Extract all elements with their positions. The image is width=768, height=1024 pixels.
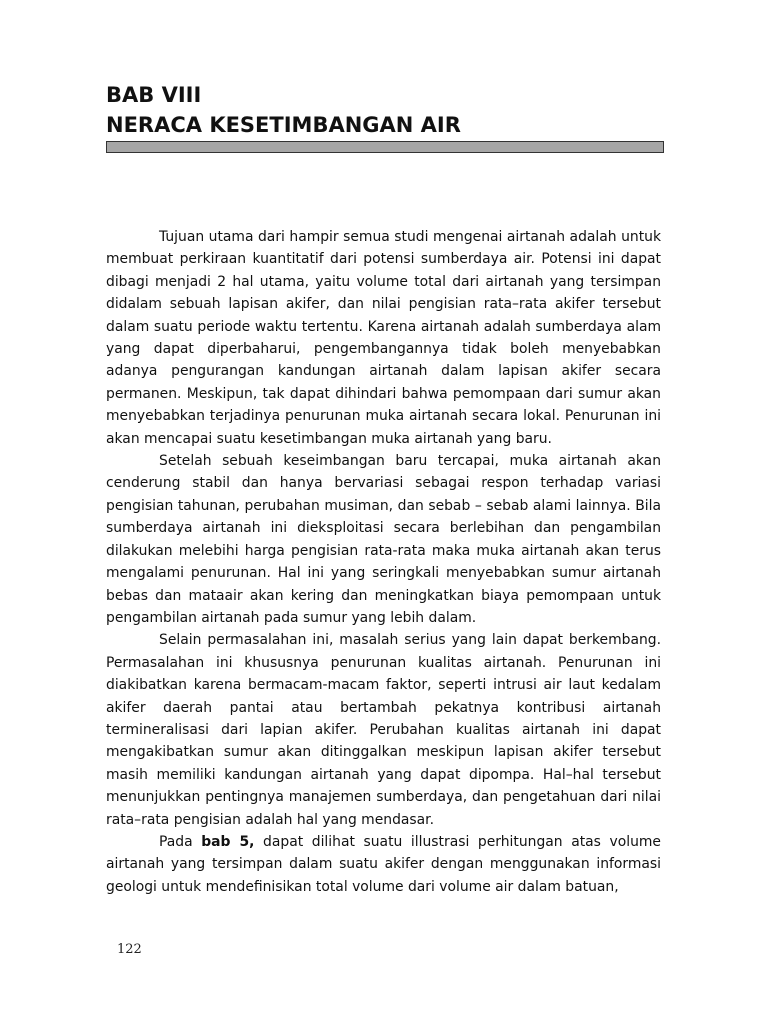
body-text: [106, 226, 661, 898]
heading-rule: [106, 141, 664, 153]
paragraph-4: [106, 831, 661, 898]
paragraph-4-lead: Pada: [159, 833, 202, 850]
paragraph-1: Tujuan utama dari hampir semua studi mengenai airtanah adalah untuk membuat perkiraan kuantitatif dari potensi sumberdaya air. Potensi ini dapat dibagi menjadi 2 hal utama, yaitu volume total dari airtanah yang tersimpan didalam sebuah lapisan akifer, dan nilai pengisian rata–rata akifer tersebut dalam suatu periode waktu tertentu. Karena airtanah adalah sumberdaya alam yang dapat diperbaharui, pengembangannya tidak boleh menyebabkan adanya pengurangan kandungan airtanah dalam lapisan akifer secara permanen. Meskipun, tak dapat dihindari bahwa pemompaan dari sumur akan menyebabkan terjadinya penurunan muka airtanah secara lokal. Penurunan ini akan mencapai suatu kesetimbangan muka airtanah yang baru.: [106, 229, 661, 447]
chapter-title: NERACA KESETIMBANGAN AIR: [106, 113, 461, 137]
paragraph-3: Selain permasalahan ini, masalah serius yang lain dapat berkembang. Permasalahan ini khususnya penurunan kualitas airtanah. Penurunan ini diakibatkan karena bermacam-macam faktor, seperti intrusi air laut kedalam akifer daerah pantai atau bertambah pekatnya kontribusi airtanah termineralisasi dari lapian akifer. Perubahan kualitas airtanah ini dapat mengakibatkan sumur akan ditinggalkan meskipun lapisan akifer tersebut masih memiliki kandungan airtanah yang dapat dipompa. Hal–hal tersebut menunjukkan pentingnya manajemen sumberdaya, dan pengetahuan dari nilai rata–rata pengisian adalah hal yang mendasar.: [106, 632, 661, 828]
paragraph-2: Setelah sebuah keseimbangan baru tercapai, muka airtanah akan cenderung stabil dan hanya bervariasi sebagai respon terhadap variasi pengisian tahunan, perubahan musiman, dan sebab – sebab alami lainnya. Bila sumberdaya airtanah ini dieksploitasi secara berlebihan dan pengambilan dilakukan melebihi harga pengisian rata-rata maka muka airtanah akan terus mengalami penurunan. Hal ini yang seringkali menyebabkan sumur airtanah bebas dan mataair akan kering dan meningkatkan biaya pemompaan untuk pengambilan airtanah pada sumur yang lebih dalam.: [106, 453, 661, 626]
page-number: 122: [117, 942, 142, 957]
chapter-number: BAB VIII: [106, 83, 202, 107]
paragraph-4-rest: dapat dilihat suatu illustrasi perhitungan atas volume airtanah yang tersimpan dalam suatu akifer dengan menggunakan informasi geologi untuk mendefinisikan total volume dari volume air dalam batuan,: [106, 833, 661, 895]
chapter-reference: bab 5,: [201, 833, 255, 850]
chapter-heading: [106, 80, 461, 140]
